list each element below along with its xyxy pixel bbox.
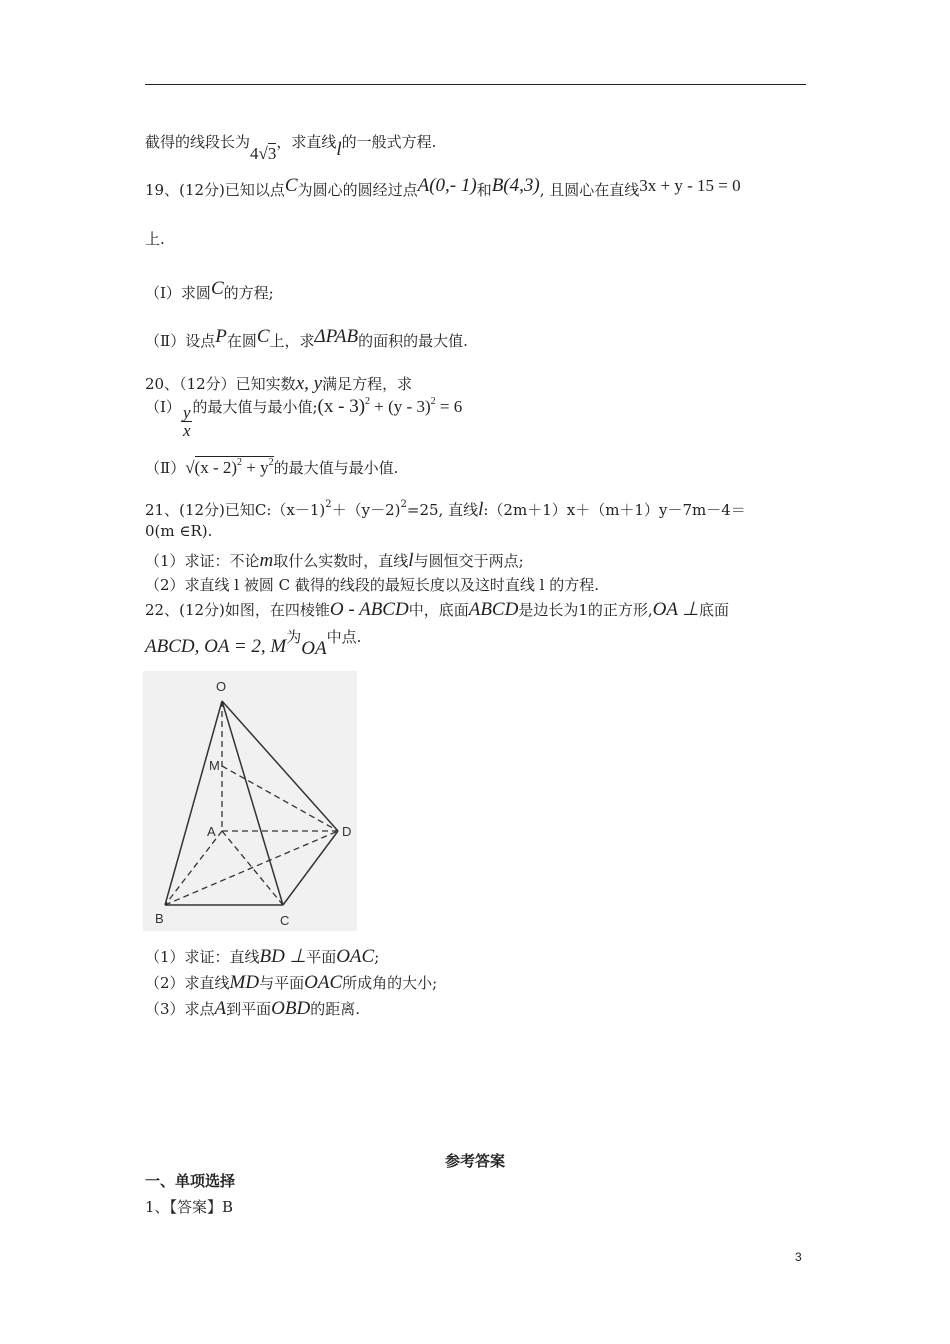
fraction-y-over-x: $\frac{y}{x}$ <box>182 403 191 440</box>
pyramid-figure <box>143 671 357 931</box>
answer-title: 参考答案 <box>444 1152 505 1170</box>
label-M: M <box>209 758 220 773</box>
label-B: B <box>155 911 164 926</box>
label-O: O <box>216 679 227 694</box>
q22-part2: （2）求直线MD与平面OAC所成角的大小; <box>145 972 438 993</box>
chord-length: 4√3 <box>250 144 277 163</box>
q21-stem: 21、(12分)已知C:（x－1)$^2$＋（y－2)$^2$=25, 直线l:（2m＋1）x＋（m＋1）y－7m－4＝ <box>145 499 746 520</box>
q19-part2: （Ⅱ）设点P在圆C上，求ΔPAB的面积的最大值. <box>145 326 468 350</box>
sqrt-expression: $√(x - 2)^2 + y^2$ <box>185 457 274 477</box>
q22-part3: （3）求点A到平面OBD的距离. <box>145 998 361 1019</box>
label-D: D <box>342 824 352 839</box>
answer-1: 1、【答案】B <box>145 1198 234 1216</box>
q20-part1: （Ⅰ） $\frac{y}{x}$ 的最大值与最小值;(x - 3)$^2$ + (y - 3)$^2$ = 6 <box>145 395 463 440</box>
q22-stem-cont: ABCD, OA = 2, M为OA中点. <box>145 628 362 659</box>
q20-stem: 20、（12分）已知实数x, y满足方程，求 <box>145 373 413 394</box>
q20-part2: （Ⅱ）√(x - $2)^2 + y^2$的最大值与最小值. <box>145 457 399 477</box>
q22-stem: 22、(12分)如图，在四棱锥O - ABCD中，底面ABCD是边长为1的正方形,OA ⊥底面 <box>145 599 729 620</box>
q22-part1: （1）求证：直线BD ⊥平面OAC; <box>145 946 380 967</box>
q18-tail: 截得的线段长为4√3，求直线l的一般式方程. <box>145 133 437 163</box>
q21-part2: （2）求直线 l 被圆 C 截得的线段的最短长度以及这时直线 l 的方程. <box>145 576 599 594</box>
label-C: C <box>280 913 290 928</box>
q21-part1: （1）求证：不论m取什么实数时，直线l与圆恒交于两点; <box>145 550 524 571</box>
q19-stem-cont: 上. <box>145 230 165 248</box>
label-A: A <box>207 824 216 839</box>
page-number: 3 <box>795 1250 802 1264</box>
header-rule <box>145 84 806 85</box>
q19-stem: 19、(12分)已知以点C为圆心的圆经过点A(0,- 1)和B(4,3), 且圆心在直线3x + y - 15 = 0 <box>145 175 741 199</box>
q19-part1: （Ⅰ）求圆C的方程; <box>145 278 274 302</box>
section-heading: 一、单项选择 <box>145 1172 236 1190</box>
pyramid-diagram <box>143 671 357 931</box>
q21-stem-cont: 0(m ∈R). <box>145 522 213 540</box>
